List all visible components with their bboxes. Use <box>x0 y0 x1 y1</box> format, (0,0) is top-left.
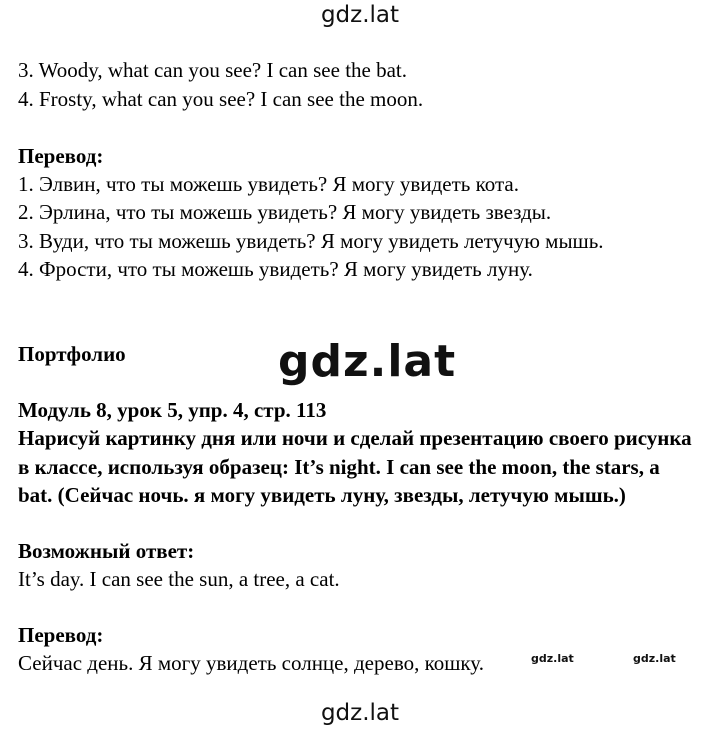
dialog-line-4: 4. Frosty, what can you see? I can see the moon. <box>18 87 424 111</box>
portfolio-heading: Портфолио <box>18 342 126 366</box>
translation-line-1: 1. Элвин, что ты можешь увидеть? Я могу увидеть кота. <box>18 172 519 196</box>
watermark-small-2: gdz.lat <box>633 652 676 665</box>
task-line-1: Нарисуй картинку дня или ночи и сделай презентацию своего рисунка <box>18 426 692 450</box>
task-line-2: в классе, используя образец: It’s night. I can see the moon, the stars, a <box>18 455 660 479</box>
translation2-heading: Перевод: <box>18 623 104 647</box>
answer-text: It’s day. I can see the sun, a tree, a cat. <box>18 567 340 591</box>
task-reference: Модуль 8, урок 5, упр. 4, стр. 113 <box>18 398 327 422</box>
dialog-line-3: 3. Woody, what can you see? I can see the bat. <box>18 58 408 82</box>
watermark-small-1: gdz.lat <box>531 652 574 665</box>
translation-line-2: 2. Эрлина, что ты можешь увидеть? Я могу увидеть звезды. <box>18 200 552 224</box>
watermark-top: gdz.lat <box>320 2 400 28</box>
translation-line-3: 3. Вуди, что ты можешь увидеть? Я могу увидеть летучую мышь. <box>18 229 604 253</box>
watermark-bottom: gdz.lat <box>320 700 400 726</box>
translation-line-4: 4. Фрости, что ты можешь увидеть? Я могу увидеть луну. <box>18 257 533 281</box>
answer-heading: Возможный ответ: <box>18 539 195 563</box>
translation-heading: Перевод: <box>18 144 104 168</box>
watermark-center: gdz.lat <box>278 336 457 387</box>
task-line-3: bat. (Сейчас ночь. я могу увидеть луну, звезды, летучую мышь.) <box>18 483 626 507</box>
translation2-text: Сейчас день. Я могу увидеть солнце, дерево, кошку. <box>18 651 484 675</box>
